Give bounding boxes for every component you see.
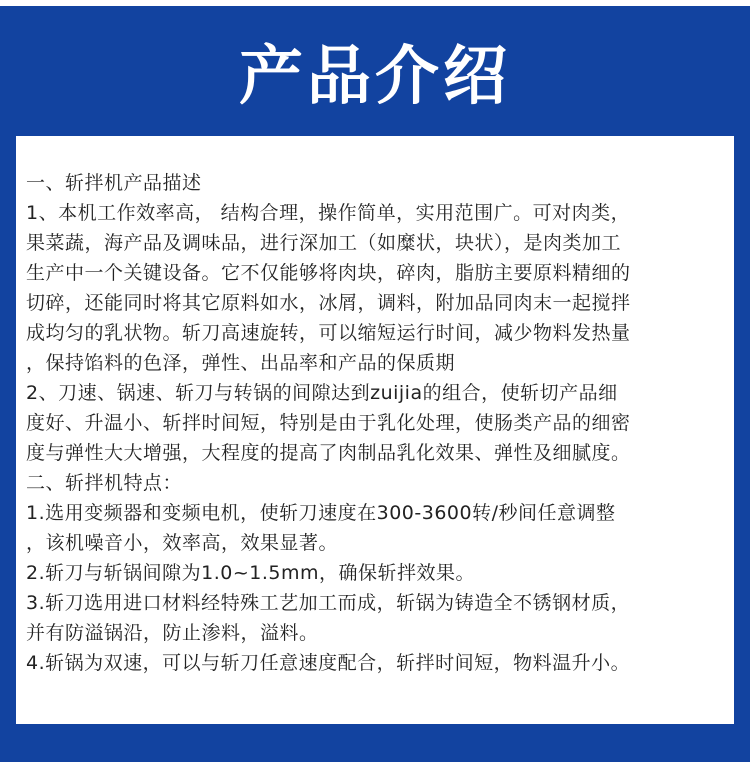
text-line: ，保持馅料的色泽，弹性、出品率和产品的保质期 bbox=[26, 352, 456, 374]
text-line: 切碎，还能同时将其它原料如水，冰屑，调料，附加品同肉末一起搅拌 bbox=[26, 292, 631, 314]
section-heading-description: 一、斩拌机产品描述 bbox=[26, 172, 202, 194]
content-panel bbox=[16, 136, 734, 724]
text-line: ，该机噪音小，效率高，效果显著。 bbox=[26, 532, 339, 554]
text-line: 2、刀速、锅速、斩刀与转锅的间隙达到zuijia的组合，使斩切产品细 bbox=[26, 382, 618, 404]
text-line: 2.斩刀与斩锅间隙为1.0~1.5mm，确保斩拌效果。 bbox=[26, 562, 475, 584]
description-text bbox=[26, 168, 732, 678]
text-line: 1.选用变频器和变频电机，使斩刀速度在300-3600转/秒间任意调整 bbox=[26, 502, 616, 524]
text-line: 3.斩刀选用进口材料经特殊工艺加工而成，斩锅为铸造全不锈钢材质， bbox=[26, 592, 631, 614]
text-line: 4.斩锅为双速，可以与斩刀任意速度配合，斩拌时间短，物料温升小。 bbox=[26, 652, 631, 674]
section-heading-features: 二、斩拌机特点： bbox=[26, 472, 183, 494]
text-line: 生产中一个关键设备。它不仅能够将肉块，碎肉，脂肪主要原料精细的 bbox=[26, 262, 631, 284]
text-line: 度好、升温小、斩拌时间短，特别是由于乳化处理，使肠类产品的细密 bbox=[26, 412, 631, 434]
page-title: 产品介绍 bbox=[239, 40, 511, 114]
text-line: 并有防溢锅沿，防止渗料，溢料。 bbox=[26, 622, 319, 644]
text-line: 1、本机工作效率高， 结构合理，操作简单，实用范围广。可对肉类， bbox=[26, 202, 631, 224]
blue-frame bbox=[0, 6, 750, 762]
text-line: 度与弹性大大增强，大程度的提高了肉制品乳化效果、弹性及细腻度。 bbox=[26, 442, 631, 464]
text-line: 果菜蔬，海产品及调味品，进行深加工（如糜状，块状），是肉类加工 bbox=[26, 232, 622, 254]
text-line: 成均匀的乳状物。斩刀高速旋转，可以缩短运行时间，减少物料发热量 bbox=[26, 322, 631, 344]
